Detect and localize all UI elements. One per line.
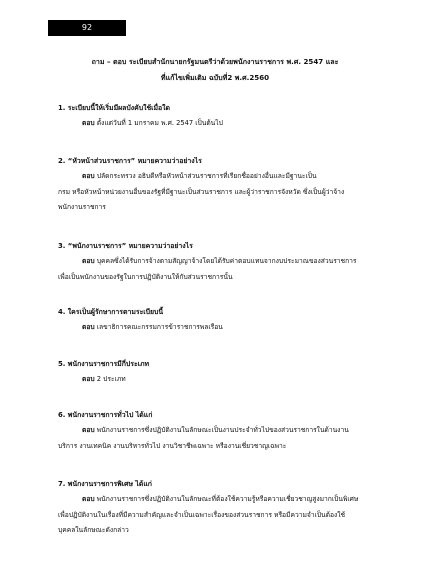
answer-label: ตอบ [82,323,95,331]
question-6: 6. พนักงานราชการทั่วไป ได้แก่ [58,411,153,419]
answer-label: ตอบ [82,495,95,503]
answer-line: บุคคลซึ่งได้รับการจ้างตามสัญญาจ้างโดยได้รับค่าตอบแทนจากงบประมาณของส่วนราชการ [96,257,357,265]
answer-1 [58,116,388,132]
qa-item-4 [58,306,388,336]
qa-item-5 [58,358,388,388]
answer-7 [58,492,388,539]
question-4: 4. ใครเป็นผู้รักษาการตามระเบียบนี้ [58,308,164,316]
question-3: 3. “พนักงานราชการ” หมายความว่าอย่างไร [58,242,193,250]
answer-line: บริการ งานเทคนิค งานบริหารทั่วไป งานวิชาชีพเฉพาะ หรืองานเชี่ยวชาญเฉพาะ [58,441,287,450]
question-1: 1. ระเบียบนี้ให้เริ่มมีผลบังคับใช้เมื่อใด [58,104,171,112]
answer-line: เพื่อปฏิบัติงานในเรื่องที่มีความสำคัญและจำเป็นเฉพาะเรื่องของส่วนราชการ หรือมีความจำเป็นต้องใช้ [58,510,346,519]
answer-label: ตอบ [82,257,95,265]
answer-2 [58,169,388,216]
answer-line: พนักงานราชการซึ่งปฏิบัติงานในลักษณะที่ต้องใช้ความรู้หรือความเชี่ยวชาญสูงมากเป็นพิเศษ [96,495,359,503]
document-title [70,54,360,86]
qa-item-1 [58,102,388,132]
answer-5 [58,372,388,388]
answer-line: เพื่อเป็นพนักงานของรัฐในการปฏิบัติงานให้กับส่วนราชการนั้น [58,272,233,281]
answer-label: ตอบ [82,119,95,127]
qa-item-3 [58,240,388,285]
question-2: 2. “หัวหน้าส่วนราชการ” หมายความว่าอย่างไร [58,157,202,165]
answer-label: ตอบ [82,426,95,434]
answer-line: เลขาธิการคณะกรรมการข้าราชการพลเรือน [96,323,223,331]
qa-item-2 [58,155,388,216]
page-number: 92 [48,20,126,36]
answer-line: กรม หรือหัวหน้าหน่วยงานอื่นของรัฐที่มีฐานะเป็นส่วนราชการ และผู้ว่าราชการจังหวัด ซึ่งเป็นผู้ว่าจ้าง [58,187,345,196]
answer-line: พนักงานราชการ [58,203,106,211]
title-line-2: ที่แก้ไขเพิ่มเติม ฉบับที่2 พ.ศ.2560 [160,73,270,82]
question-7: 7. พนักงานราชการพิเศษ ได้แก่ [58,480,152,488]
answer-line: พนักงานราชการซึ่งปฏิบัติงานในลักษณะเป็นงานประจำทั่วไปของส่วนราชการในด้านงาน [96,426,349,434]
answer-label: ตอบ [82,375,95,383]
answer-6 [58,423,388,454]
question-5: 5. พนักงานราชการมีกี่ประเภท [58,360,150,368]
answer-line: 2 ประเภท [96,375,126,383]
answer-line: บุคคลในลักษณะดังกล่าว [58,526,129,534]
qa-item-6 [58,409,388,454]
title-line-1: ถาม – ตอบ ระเบียบสำนักนายกรัฐมนตรีว่าด้วยพนักงานราชการ พ.ศ. 2547 และ [91,57,339,66]
answer-label: ตอบ [82,172,95,180]
answer-4 [58,320,388,336]
answer-line: ตั้งแต่วันที่ 1 มกราคม พ.ศ. 2547 เป็นต้นไป [96,119,223,127]
qa-item-7 [58,478,388,539]
answer-3 [58,254,388,285]
answer-line: ปลัดกระทรวง อธิบดีหรือหัวหน้าส่วนราชการที่เรียกชื่ออย่างอื่นและมีฐานะเป็น [96,172,317,180]
